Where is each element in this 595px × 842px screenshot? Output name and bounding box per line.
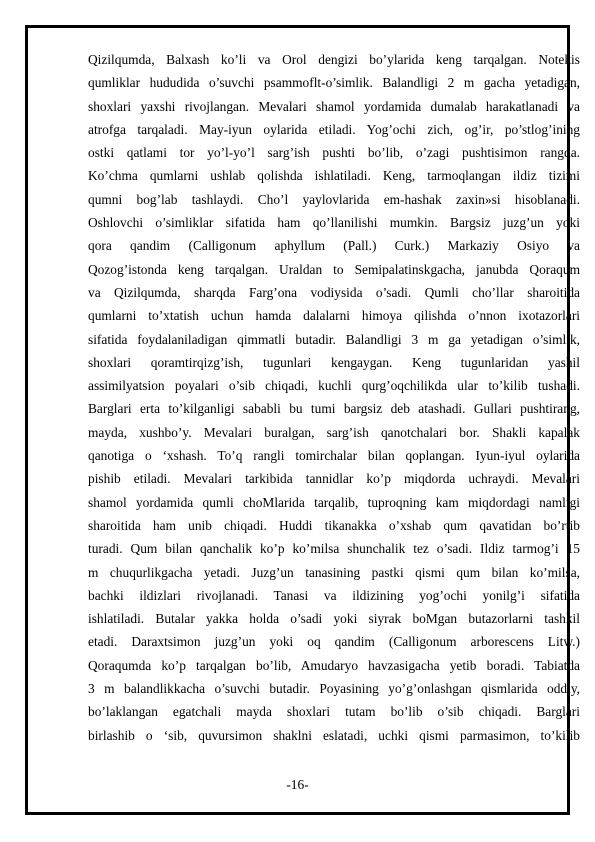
text-line: birlashib o ‘sib, quvursimon shaklni eslatadi, uchki qismi parmasimon, to’kilib [88, 727, 580, 743]
text-line: shoxlari yaxshi rivojlangan. Mevalari shamol yordamida dumalab harakatlanadi va [88, 98, 580, 114]
text-line: shamol yordamida qumli choMlarida tarqalib, tuproqning kam miqdordagi namligi [88, 494, 580, 510]
text-line: shoxlari qoramtirqizg’ish, tugunlari kengaygan. Keng tugunlaridan yashil [88, 354, 580, 370]
text-line: pishib etiladi. Mevalari tarkibida tannidlar ko’p miqdorda uchraydi. Mevalari [88, 471, 580, 487]
text-line: turadi. Qum bilan qanchalik ko’p ko’milsa shunchalik tez o’sadi. Ildiz tarmog’i 15 [88, 541, 580, 557]
text-line: bachki ildizlari rivojlanadi. Tanasi va ildizining yog’ochi yonilg’i sifatida [88, 587, 580, 603]
text-line: Qozog’istonda keng tarqalgan. Uraldan to Semipalatinskgacha, janubda Qoraqum [88, 261, 580, 277]
text-line: atrofga tarqaladi. May-iyun oylarida etiladi. Yog’ochi zich, og’ir, po’stlog’ining [88, 121, 580, 137]
text-line: sharoitida ham unib chiqadi. Huddi tikanakka o’xshab qum qavatidan bo’rtib [88, 517, 580, 533]
text-line: sifatida foydalaniladigan qimmatli butadir. Balandligi 3 m ga yetadigan o’simlik, [88, 331, 580, 347]
page-number: -16- [286, 777, 309, 792]
text-line: qumlarni to’xtatish uchun hamda dalalarni himoya qilishda o’nnon ixotazorlari [88, 308, 580, 324]
text-line: Oshlovchi o’simliklar sifatida ham qo’llanilishi mumkin. Bargsiz juzg’un yoki [88, 215, 580, 231]
text-line: Barglari erta to’kilganligi sababli bu tumi bargsiz deb atashadi. Gullari pushtirang, [88, 401, 580, 417]
text-line: etadi. Daraxtsimon juzg’un yoki oq qandim (Calligonum arborescens Litw.) [88, 634, 580, 650]
text-line: m chuqurlikgacha yetadi. Juzg’un tanasining pastki qismi qum bilan ko’milsa, [88, 564, 580, 580]
text-line: ostki qatlami tor yo’l-yo’l sarg’ish pushti bo’lib, o’zagi pushtisimon rangda. [88, 145, 580, 161]
text-line: assimilyatsion poyalari o’sib chiqadi, kuchli qurg’oqchilikda ular to’kilib tushadi. [88, 378, 580, 394]
body-text [88, 48, 580, 747]
text-line: Ko’chma qumlarni ushlab qolishda ishlatiladi. Keng, tarmoqlangan ildiz tizimi [88, 168, 580, 184]
text-line: va Qizilqumda, sharqda Farg’ona vodiysida o’sadi. Qumli cho’llar sharoitida [88, 284, 580, 300]
text-line: ishlatiladi. Butalar yakka holda o’sadi yoki siyrak boMgan butazorlarni tashkil [88, 611, 580, 627]
text-line: qanotiga o ‘xshash. To’q rangli tomirchalar bilan qoplangan. Iyun-iyul oylarida [88, 448, 580, 464]
text-line: Qizilqumda, Balxash ko’li va Orol dengizi bo’ylarida keng tarqalgan. Notekis [88, 52, 580, 67]
text-line: qumni bog’lab tashlaydi. Cho’l yaylovlarida em-hashak zaxin»si hisoblanadi. [88, 191, 580, 207]
text-line: 3 m balandlikkacha o’suvchi butadir. Poyasining yo’g’onlashgan qismlarida oddiy, [88, 681, 580, 697]
text-line: qora qandim (Calligonum aphyllum (Pall.) Curk.) Markaziy Osiyo va [88, 238, 580, 254]
text-line: qumliklar hududida o’suvchi psammoflt-o’simlik. Balandligi 2 m gacha yetadigan, [88, 75, 580, 91]
text-line: mayda, xushbo’y. Mevalari buralgan, sarg’ish qanotchalari bor. Shakli kapalak [88, 424, 580, 440]
text-line: bo’laklangan egatchali mayda shoxlari tutam bo’lib o’sib chiqadi. Barglari [88, 704, 580, 720]
text-line: Qoraqumda ko’p tarqalgan bo’lib, Amudaryo havzasigacha yetib boradi. Tabiatda [88, 657, 580, 673]
